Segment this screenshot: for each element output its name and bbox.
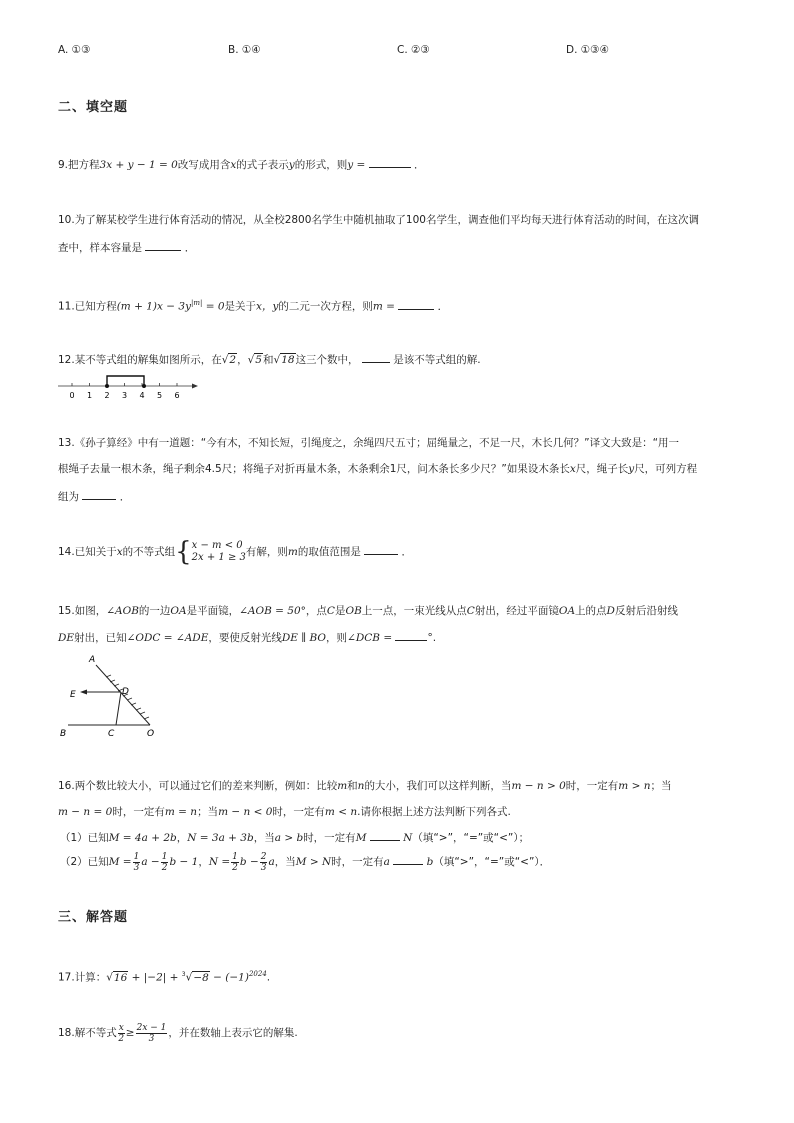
q16-result-3: m < n [324,806,358,818]
q11-equation: (m + 1)x − 3y [116,300,192,313]
q15-angle-value: ∠AOB = 50° [239,605,306,617]
q14-var-m: m [287,546,298,558]
inequality-system [175,539,246,565]
q15-parallel: DE ∥ BO [281,632,327,644]
q10-text: 查中，样本容量是 [58,242,142,254]
answer-blank[interactable] [395,630,427,641]
arrow-right-icon [192,384,198,389]
q15-condition: ∠ODC = ∠ADE [126,632,209,644]
q12-sep: ， [237,354,248,366]
question-13-line-3 [58,489,130,504]
q16-p2-term-2: b − 1 [169,856,199,868]
fraction [118,1023,125,1044]
q16-p1-text-3: 时，一定有 [303,832,356,844]
question-14 [58,537,412,567]
q9-lhs: y = [347,159,366,171]
q15-text-12: ，则 [326,632,348,644]
fraction [136,1023,168,1044]
q11-lhs: m = [372,300,395,313]
q16-var-m: m [337,780,348,792]
q16-p2-term-1: a − [141,856,160,868]
question-15-line-2 [58,630,436,645]
q16-text-4: ；当 [650,780,672,792]
q16-cond-1: m − n > 0 [511,780,566,792]
fraction-denominator: 2 [232,862,238,873]
q16-text-3: 时，一定有 [565,780,619,792]
q16-result-2: m = n [164,806,198,818]
q16-p2-var-a: a [383,856,390,868]
q17-text: 17.计算： [58,971,107,984]
q14-end: ． [401,546,413,558]
answer-blank[interactable] [362,352,390,363]
sqrt-5-radicand: 5 [255,354,262,366]
fraction [260,852,268,873]
tick-label: 6 [174,391,180,400]
tick-label: 3 [121,391,128,400]
q11-end: ． [437,300,449,313]
q16-p2-sep: ， [198,856,209,868]
q15-seg-oa-2: OA [558,605,576,617]
fraction-denominator: 2 [118,1033,125,1044]
q16-text-8: .请你根据上述方法判断下列各式. [357,806,511,818]
answer-blank[interactable] [145,240,181,251]
q11-equation-2: = 0 [202,300,225,313]
q15-point-d: D [606,605,615,617]
answer-blank[interactable] [370,830,400,841]
closed-endpoint [142,384,146,388]
q16-p1-var-n: N [403,832,413,844]
label-b: B [60,729,67,739]
q16-p2-text-4: （填“>”，“=”或“<”）． [433,856,551,868]
q11-text-2: 是关于 [224,300,257,313]
q16-result-1: m > n [618,780,651,792]
question-9 [58,157,424,172]
answer-blank[interactable] [398,299,434,310]
fraction-numerator: 2x − 1 [136,1022,167,1033]
q12-text-2: 这三个数中， [295,354,359,366]
q16-p2-var-b: b [426,856,434,868]
tick-label: 5 [156,391,163,400]
fraction-denominator: 3 [133,862,140,873]
q16-p1-cond: a > b [274,832,304,844]
q9-end: ． [413,159,425,171]
q16-p1-m: M = 4a + 2b [108,832,177,844]
q16-p1-text-2: ，当 [253,832,275,844]
q15-angle-aob: ∠AOB [106,605,139,617]
q16-p2-term-3: b − [239,856,259,868]
question-10-line-1: 10.为了解某校学生进行体育活动的情况，从全校2800名学生中随机抽取了100名学生，调查他们平均每天进行体育活动的时间，在这次调 [58,214,699,226]
q16-and: 和 [347,780,358,792]
q16-cond-2: m − n = 0 [58,806,113,818]
fraction-denominator: 2 [161,862,168,873]
q16-p2-text-3: 时，一定有 [331,856,384,868]
system-row-2: 2x + 1 ≥ 3 [191,552,246,563]
q11-text-3: 的二元一次方程，则 [278,300,373,313]
mirror-hatching [106,675,149,719]
label-o: O [147,729,155,739]
fraction [161,852,169,873]
question-16-part-1 [60,830,529,845]
sqrt-2-radicand: 2 [229,354,237,366]
option-a: A. ①③ [58,44,91,56]
sqrt-16-radicand: 16 [113,971,128,984]
answer-blank[interactable] [364,544,398,555]
q16-var-n: n [357,780,365,792]
q15-text-7: 射出，经过平面镜 [474,605,559,617]
q16-text-7: 时，一定有 [272,806,325,818]
q9-text-2: 改写成用含 [177,159,231,171]
question-13-line-1: 13.《孙子算经》中有一道题：“今有木，不知长短，引绳度之，余绳四尺五寸；屈绳量之，不足一尺，木长几何？”译文大致是：“用一 [58,437,680,449]
q15-ray-de: DE [58,632,75,644]
q10-end: ． [184,242,196,254]
q12-end: 是该不等式组的解. [393,354,481,366]
q16-cond-3: m − n < 0 [218,806,273,818]
question-11 [58,296,448,314]
q15-text-6: 上一点，一束光线从点 [361,605,467,617]
q13-text-4: 组为 [58,491,79,503]
q13-end: ． [119,491,131,503]
answer-blank[interactable] [82,489,116,500]
question-16-line-1 [58,779,672,793]
question-13-line-2 [58,462,697,476]
arrow-left-icon [80,690,87,695]
question-10-line-2 [58,240,195,255]
q18-end: ，并在数轴上表示它的解集. [168,1027,298,1039]
q9-text-3: 的式子表示 [236,159,289,171]
q15-text-11: ，要使反射光线 [208,632,282,644]
question-12 [58,352,481,367]
q15-seg-ob: OB [345,605,362,617]
q15-point-c-2: C [466,605,475,617]
q18-ge: ≥ [125,1027,135,1039]
sqrt-16: √16 [106,971,128,984]
q17-exponent: 2024 [248,970,267,978]
fraction-numerator: 1 [161,851,168,862]
q12-text: 12.某不等式组的解集如图所示，在 [58,354,222,366]
q15-end: °. [427,632,437,644]
incident-ray-cd [116,692,121,725]
q11-exponent: |m| [191,299,203,307]
q17-end: . [266,971,271,984]
q15-text-10: 射出，已知 [74,632,127,644]
question-16-line-2 [58,805,511,819]
fraction-denominator: 3 [148,1033,155,1044]
q15-text-3: 是平面镜， [186,605,240,617]
label-e: E [70,690,76,700]
q15-angle-dcb: ∠DCB = [347,632,393,644]
q14-text-2: 的不等式组 [122,546,176,558]
system-row-1: x − m < 0 [191,540,243,551]
sqrt-2: √2 [221,354,237,366]
label-a: A [89,655,96,665]
fraction-numerator: 1 [232,851,238,862]
fraction [231,852,239,873]
tick-label: 1 [86,391,93,400]
answer-blank[interactable] [393,854,423,865]
q16-p2-n: N = [208,856,231,868]
q15-text-5: 是 [334,605,346,617]
option-b: B. ①④ [228,44,261,56]
q15-text-9: 反射后沿射线 [614,605,678,617]
mirror-figure [56,652,166,742]
q16-p1-text: （1）已知 [60,832,109,844]
q9-var-y: y [288,159,295,171]
q14-text: 14.已知关于 [58,546,117,558]
tick-label: 0 [69,391,75,400]
cube-root-index: 3 [181,971,186,978]
sqrt-18: √18 [273,354,295,366]
cbrt-minus-8: √−8 [185,971,209,984]
q16-p2-text: （2）已知 [60,856,109,868]
question-18 [58,1021,298,1045]
q16-p1-n: N = 3a + 3b [187,832,254,844]
q14-var-x: x [116,546,123,558]
q16-p1-sep: ， [176,832,188,844]
sqrt-5: √5 [247,354,262,366]
q15-text-8: 上的点 [575,605,607,617]
q16-text-2: 的大小，我们可以这样判断，当 [364,780,512,792]
number-line-figure [56,372,201,402]
q16-text: 16.两个数比较大小，可以通过它们的差来判断，例如：比较 [58,780,338,792]
solution-bracket [107,376,144,386]
label-c: C [108,729,115,739]
closed-endpoint [105,384,109,388]
q11-text: 11.已知方程 [58,300,117,313]
cbrt-radicand: −8 [193,971,209,984]
q13-var-x: x [569,463,576,475]
answer-blank[interactable] [369,157,411,168]
q9-equation: 3x + y − 1 = 0 [99,159,178,171]
section-heading-fill: 二、填空题 [58,100,129,115]
brace-icon: { [175,537,192,567]
q13-var-y: y [628,463,635,475]
q16-text-5: 时，一定有 [112,806,165,818]
q13-text-2: 尺，绳子长 [575,463,629,475]
q18-text: 18.解不等式 [58,1027,117,1039]
q16-p2-text-2: ，当 [274,856,296,868]
q15-seg-oa: OA [170,605,187,617]
q16-p2-term-4: a [268,856,275,868]
option-c: C. ②③ [397,44,430,56]
label-d: D [122,687,129,697]
q13-text: 根绳子去量一根木条，绳子剩余4.5尺；将绳子对折再量木条，木条剩余1尺，问木条长多少尺？”如果设木条长 [58,463,570,475]
q12-and: 和 [262,354,274,366]
tick-label: 4 [139,391,145,400]
q9-text: 9.把方程 [58,159,100,171]
q16-p2-cond: M > N [295,856,332,868]
q9-text-4: 的形式，则 [294,159,348,171]
fraction [133,852,141,873]
q16-p2-m: M = [108,856,132,868]
q17-term-1: + |−2| + [128,971,182,984]
q16-text-6: ；当 [197,806,219,818]
q14-text-4: 的取值范围是 [297,546,361,558]
q9-var-x: x [230,159,237,171]
tick-label: 2 [104,391,110,400]
q15-text-4: ，点 [305,605,327,617]
question-17 [58,967,270,985]
q17-term-2: − (−1) [209,971,249,984]
q15-text: 15.如图， [58,605,107,617]
question-16-part-2 [60,851,550,873]
q16-p1-text-4: （填“>”，“=”或“<”）； [412,832,530,844]
section-heading-solve: 三、解答题 [58,910,129,925]
q11-vars: x，y [256,300,279,313]
question-15-line-1 [58,604,678,618]
fraction-numerator: x [118,1022,124,1033]
option-d: D. ①③④ [566,44,609,56]
q15-point-c: C [326,605,335,617]
q15-text-2: 的一边 [138,605,171,617]
fraction-numerator: 1 [133,851,140,862]
q16-p1-var-m: M [355,832,367,844]
fraction-denominator: 3 [260,862,267,873]
q13-text-3: 尺，可列方程 [634,463,698,475]
q14-text-3: 有解，则 [245,546,288,558]
fraction-numerator: 2 [260,851,267,862]
sqrt-18-radicand: 18 [281,354,295,366]
